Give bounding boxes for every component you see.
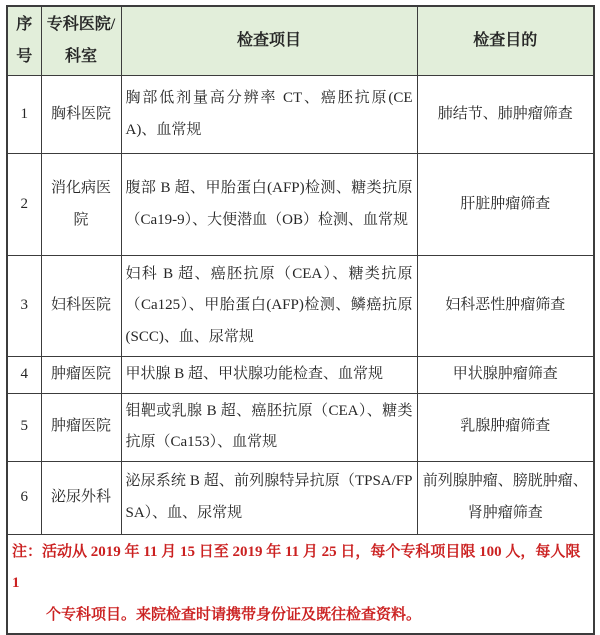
header-department: 专科医院/科室 [41,6,121,76]
cell-purpose: 肺结节、肺肿瘤筛查 [417,76,594,154]
header-items: 检查项目 [121,6,417,76]
cell-purpose: 乳腺肿瘤筛查 [417,393,594,461]
table-row [7,256,594,357]
table-row [7,461,594,534]
cell-no: 4 [7,357,41,394]
cell-no: 2 [7,154,41,256]
header-purpose: 检查目的 [417,6,594,76]
table-header-row [7,6,594,76]
note-prefix: 注： [12,543,43,560]
cell-department: 肿瘤医院 [41,393,121,461]
exam-schedule-table [6,5,595,635]
cell-purpose: 妇科恶性肿瘤筛查 [417,256,594,357]
cell-items: 妇科 B 超、癌胚抗原（CEA）、糖类抗原（Ca125）、甲胎蛋白(AFP)检测、鳞癌抗原(SCC)、血、尿常规 [121,256,417,357]
cell-department: 泌尿外科 [41,461,121,534]
note-row [7,534,594,634]
cell-items: 钼靶或乳腺 B 超、癌胚抗原（CEA）、糖类抗原（Ca153）、血常规 [121,393,417,461]
cell-no: 6 [7,461,41,534]
cell-no: 5 [7,393,41,461]
cell-department: 消化病医院 [41,154,121,256]
cell-purpose: 肝脏肿瘤筛查 [417,154,594,256]
note-line-1 [12,537,589,600]
note [7,534,594,634]
cell-purpose: 甲状腺肿瘤筛查 [417,357,594,394]
cell-items: 泌尿系统 B 超、前列腺特异抗原（TPSA/FPSA）、血、尿常规 [121,461,417,534]
cell-no: 1 [7,76,41,154]
cell-department: 妇科医院 [41,256,121,357]
cell-items: 腹部 B 超、甲胎蛋白(AFP)检测、糖类抗原（Ca19-9）、大便潜血（OB）检测、血常规 [121,154,417,256]
cell-no: 3 [7,256,41,357]
cell-purpose: 前列腺肿瘤、膀胱肿瘤、肾肿瘤筛查 [417,461,594,534]
note-text-1: 活动从 2019 年 11 月 15 日至 2019 年 11 月 25 日，每个专科项目限 100 人，每人限 1 [12,543,581,591]
cell-items: 胸部低剂量高分辨率 CT、癌胚抗原(CEA)、血常规 [121,76,417,154]
cell-items: 甲状腺 B 超、甲状腺功能检查、血常规 [121,357,417,394]
header-no: 序号 [7,6,41,76]
cell-department: 胸科医院 [41,76,121,154]
cell-department: 肿瘤医院 [41,357,121,394]
note-line-2: 个专科项目。来院检查时请携带身份证及既往检查资料。 [46,606,422,623]
table-row [7,76,594,154]
table-row [7,393,594,461]
table-row [7,357,594,394]
table-row [7,154,594,256]
